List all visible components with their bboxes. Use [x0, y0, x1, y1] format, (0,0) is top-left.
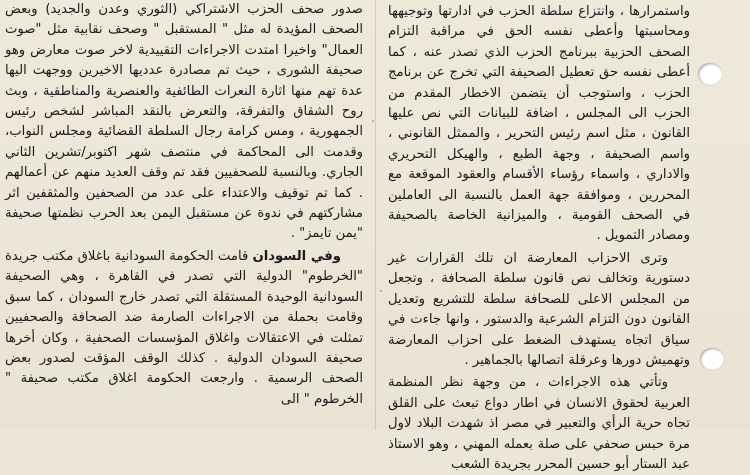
- paragraph: واستمرارها ، وانتزاع سلطة الحزب في ادارتها وتوجيهها ومحاسبتها وأعطى نفسه الحق في مراقبة التزام الصحف الحزبية ببرنامج الحزب الذي تصدر عنه ، كما أعطى نفسه حق تعطيل الصحيفة التي تخرج عن برنامج الحزب ، واستوجب أن يتضمن الاخطار المقدم من الحزب الى المجلس ، اضافة للبيانات التي نص عليها القانون ، مثل اسم رئيس التحرير ، والممثل القانوني ، واسم الصحيفة ، وجهة الطبع ، والهيكل التحريري والاداري ، واسماء رؤساء الأقسام والعقود الموقعة مع المحررين ، وموافقة جهة العمل بالنسبة الى العاملين في الصحف القومية ، والميزانية الخاصة بالصحيفة ومصادر التمويل .: [388, 4, 690, 244]
- paragraph-text: قامت الحكومة السودانية باغلاق مكتب جريدة "الخرطوم" الدولية التي تصدر في القاهرة ، وهي الصحيفة السودانية الوحيدة المستقلة التي تصدر خارج السودان ، كما سبق وقامت بحملة من الاجراءات الصارمة ضد الصحافة والصحفيين تمثلت في الاعتقالات واغلاق المؤسسات الصحفية ، وكان أخرها صحيفة السودان الدولية . كذلك الوقف المؤقت لصدور بعض الصحف الرسمية . وارجعت الحكومة اغلاق مكتب صحيفة " الخرطوم " الى: [5, 248, 363, 407]
- scan-speck: [380, 290, 382, 292]
- paragraph: وتأتي هذه الاجراءات ، من وجهة نظر المنظمة العربية لحقوق الانسان في اطار دواع تبعث على القلق تجاه حرية الرأي والتعبير في مصر اذ شهدت البلاد لاول مرة حبس صحفي على صلة بعمله المهني ، وهو الاستاذ عبد الستار أبو حسين المحرر بجريدة الشعب: [388, 375, 690, 472]
- right-text-column: [388, 2, 690, 472]
- column-divider: [375, 0, 376, 430]
- left-text-column: [5, 0, 363, 430]
- paragraph: صدور صحف الحزب الاشتراكي (الثوري وعدن والجديد) وبعض الصحف المؤيدة له مثل " المستقبل " وصحف نقابية مثل "صوت العمال" واخيرا امتدت الاجراءات التقييدية لاخر صوت معارض وهو صحيفة الشورى ، حيث تم مصادرة عدديها الاخيرين ووجهت اليها عدة تهم منها اثارة النعرات الطائفية والعنصرية والمناطقية ، وبث روح الشقاق والتفرقة، والتعرض بالنقد المباشر لشخص رئيس الجمهورية ، ومس كرامة رجال السلطة القضائية ومجلس النواب، وقدمت الى المحاكمة في منتصف شهر اكتوبر/تشرين الثاني الجاري. وبالنسبة للصحفيين فقد تم وقف العديد منهم عن أعمالهم . كما تم توقيف والاعتداء على عدد من الصحفين والمثقفين اثر مشاركتهم في ندوة عن مستقبل اليمن بعد الحرب نظمتها صحيفة "يمن تايمز" .: [5, 2, 363, 242]
- paragraph: وترى الاحزاب المعارضة ان تلك القرارات غير دستورية وتخالف نص قانون سلطة الصحافة ، وتجعل من المجلس الاعلى للصحافة سلطة للتشريع وتعديل القانون دون التزام الشرعية والدستور ، وانها جاءت في سياق اتجاه يستهدف الضغط على احزاب المعارضة وتهميش دورها وعرقلة اتصالها بالجماهير .: [388, 250, 690, 368]
- punch-hole: [700, 348, 724, 370]
- country-heading: وفي السودان: [252, 248, 341, 264]
- punch-hole: [698, 63, 722, 85]
- paragraph-sudan: [5, 247, 363, 410]
- scan-speck: [372, 120, 374, 122]
